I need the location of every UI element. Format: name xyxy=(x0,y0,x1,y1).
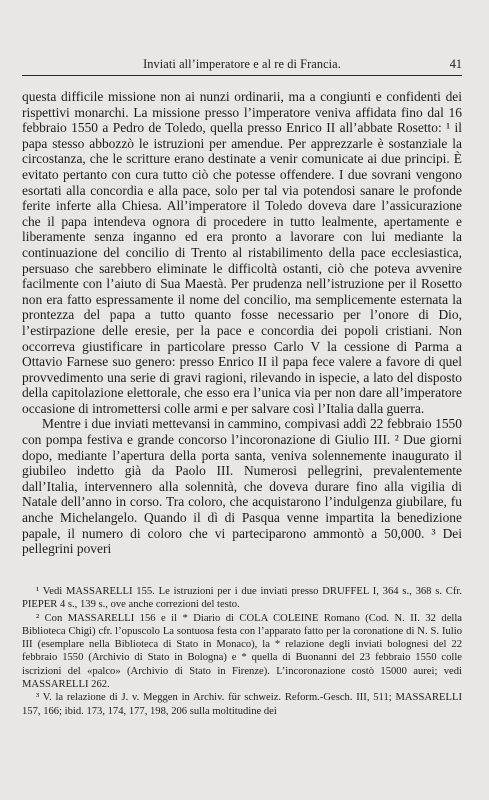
paragraph: Mentre i due inviati mettevansi in cammino, compivasi addì 22 febbraio 1550 con pompa festiva e grande concorso l’incoronazione di Giulio III. ² Due giorni dopo, mediante l’apertura della porta santa, veniva solennemente inaugurato il giubileo indetto già da Paolo III. Numerosi pellegrini, prevalentemente dall’Italia, intervennero alla solennità, che doveva durare fino alla vigilia di Natale dell’anno in corso. Tra coloro, che acquistarono l’indulgenza giubilare, fu anche Michelangelo. Quando il dì di Pasqua venne impartita la benedizione papale, il numero di coloro che vi parteciparono ammontò a 50,000. ³ Dei pellegrini poveri xyxy=(22,416,462,557)
footnote: ¹ Vedi MASSARELLI 155. Le istruzioni per i due inviati presso DRUFFEL I, 364 s., 368 s. Cfr. PIEPER 4 s., 139 s., ove anche correzioni del testo. xyxy=(22,586,462,611)
footnote: ² Con MASSARELLI 156 e il * Diario di COLA COLEINE Romano (Cod. N. II. 32 della Biblioteca Chigi) cfr. l’opuscolo La sontuosa festa con l’apparato fatto per la coronatione di N. S. Iulio III (esemplare nella Biblioteca di Stato in Monaco), la * relazione degli inviati bolognesi del 22 febbraio 1550 (Archivio di Stato in Bologna) e * quella di Buonanni del 23 febbraio 1550 colle iscrizioni del «palco» (Archivio di Stato in Firenze). L’incoronazione costò 15000 aurei; vedi MASSARELLI 262. xyxy=(22,612,462,691)
page-number: 41 xyxy=(449,57,462,71)
main-text xyxy=(22,89,462,557)
page-header xyxy=(22,57,462,76)
running-head: Inviati all’imperatore e al re di Francia. xyxy=(143,57,341,71)
footnotes xyxy=(22,585,462,718)
paragraph: questa difficile missione non ai nunzi ordinarii, ma a congiunti e confidenti dei rispettivi monarchi. La missione presso l’imperatore veniva affidata fino dal 16 febbraio 1550 a Pedro de Toledo, quella presso Enrico II all’abbate Rosetto: ¹ il papa stesso abbozzò le istruzioni per amendue. Per apprezzarle è sostanziale la circostanza, che le scritture erano destinate a venir comunicate ai due principi. È evitato pertanto con cura tutto ciò che potesse offendere. I due sovrani vengono esortati alla concordia e alla pace, solo per tal via potendosi sanare le profonde ferite inferte alla Chiesa. All’imperatore il Toledo doveva dare l’assicurazione che il papa intendeva ognora di procedere in tutto lealmente, apertamente e liberamente senza inganno ed era pronto a lavorare con lui mediante la continuazione del concilio di Trento al ristabilimento della pace ecclesiastica, persuaso che sarebbero eliminate le difficoltà ostanti, ciò che poteva avvenire facilmente con l’aiuto di Sua Maestà. Per prudenza nell’istruzione per il Rosetto non era fatto espressamente il nome del concilio, ma semplicemente esternata la prontezza del papa a tutto quanto fosse necessario per l’onore di Dio, l’estirpazione delle eresie, per la pace e concordia dei popoli cristiani. Non occorreva giustificare in particolare presso Carlo V la cessione di Parma a Ottavio Farnese suo genero: presso Enrico II il papa fece valere a favore di quel provvedimento una serie di gravi ragioni, rilevando in ispecie, a lato del disposto della capitolazione elettorale, che esso era l’unica via per non dare all’imperatore occasione di intromettersi colle armi e per salvare così l’Italia dalla guerra. xyxy=(22,89,462,416)
footnote: ³ V. la relazione di J. v. Meggen in Archiv. für schweiz. Reform.-Gesch. III, 511; MASSARELLI 157, 166; ibid. 173, 174, 177, 198, 206 sulla moltitudine dei xyxy=(22,692,462,717)
